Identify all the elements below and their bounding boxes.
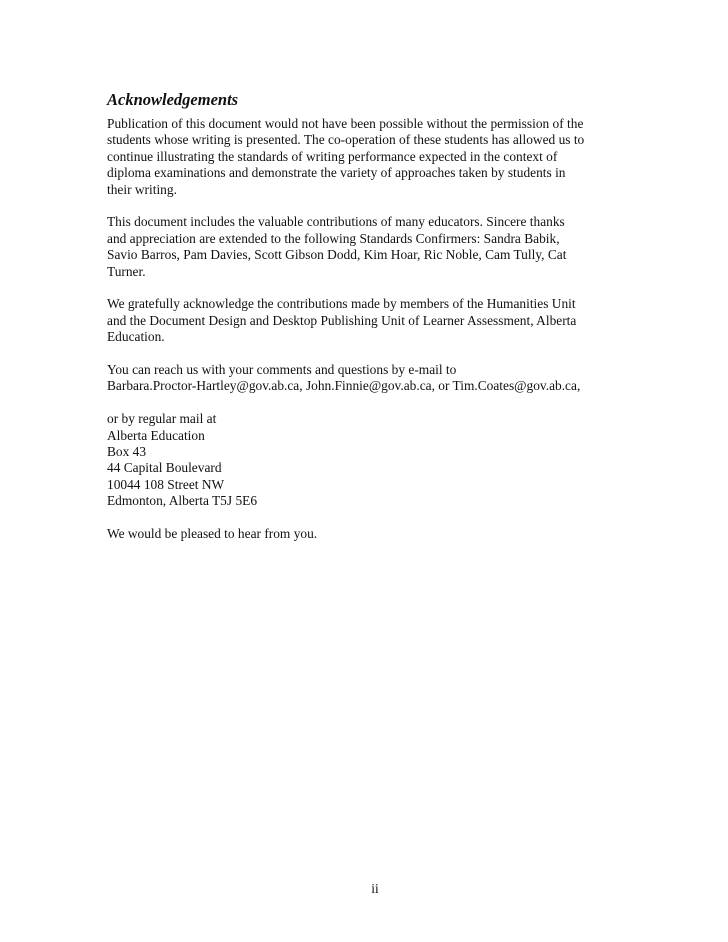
text-line: This document includes the valuable contributions of many educators. Sincere thanks bbox=[107, 214, 565, 230]
address-line: Box 43 bbox=[107, 444, 147, 460]
paragraph-mailing-address bbox=[107, 411, 627, 509]
text-line: and the Document Design and Desktop Publishing Unit of Learner Assessment, Alberta bbox=[107, 312, 577, 328]
page-number: ii bbox=[371, 881, 379, 896]
text-line: Education. bbox=[107, 329, 165, 345]
email-addresses-line: Barbara.Proctor-Hartley@gov.ab.ca, John.Finnie@gov.ab.ca, or Tim.Coates@gov.ab.ca, bbox=[107, 378, 581, 394]
address-line: Edmonton, Alberta T5J 5E6 bbox=[107, 493, 258, 509]
address-line: 10044 108 Street NW bbox=[107, 476, 225, 492]
text-line: Publication of this document would not have been possible without the permission of the bbox=[107, 116, 584, 131]
page-heading: Acknowledgements bbox=[107, 90, 239, 109]
text-line: Savio Barros, Pam Davies, Scott Gibson Dodd, Kim Hoar, Ric Noble, Cam Tully, Cat bbox=[107, 247, 567, 263]
text-line: We would be pleased to hear from you. bbox=[107, 526, 318, 542]
page-content bbox=[107, 90, 627, 559]
paragraph-units bbox=[107, 296, 627, 345]
text-line: and appreciation are extended to the following Standards Confirmers: Sandra Babik, bbox=[107, 230, 560, 246]
text-line: or by regular mail at bbox=[107, 411, 217, 427]
paragraph-closing bbox=[107, 526, 627, 542]
text-line: their writing. bbox=[107, 181, 177, 197]
text-line: students whose writing is presented. The co-operation of these students has allowed us to bbox=[107, 132, 585, 148]
address-line: Alberta Education bbox=[107, 427, 205, 443]
text-line: We gratefully acknowledge the contributions made by members of the Humanities Unit bbox=[107, 296, 576, 312]
paragraph-permission bbox=[107, 116, 627, 198]
text-line: Turner. bbox=[107, 263, 146, 279]
paragraph-email-contact bbox=[107, 362, 627, 395]
text-line: continue illustrating the standards of writing performance expected in the context of bbox=[107, 148, 558, 164]
text-line: You can reach us with your comments and questions by e-mail to bbox=[107, 362, 457, 378]
paragraph-contributors bbox=[107, 214, 627, 280]
address-line: 44 Capital Boulevard bbox=[107, 460, 222, 476]
text-line: diploma examinations and demonstrate the variety of approaches taken by students in bbox=[107, 165, 566, 181]
